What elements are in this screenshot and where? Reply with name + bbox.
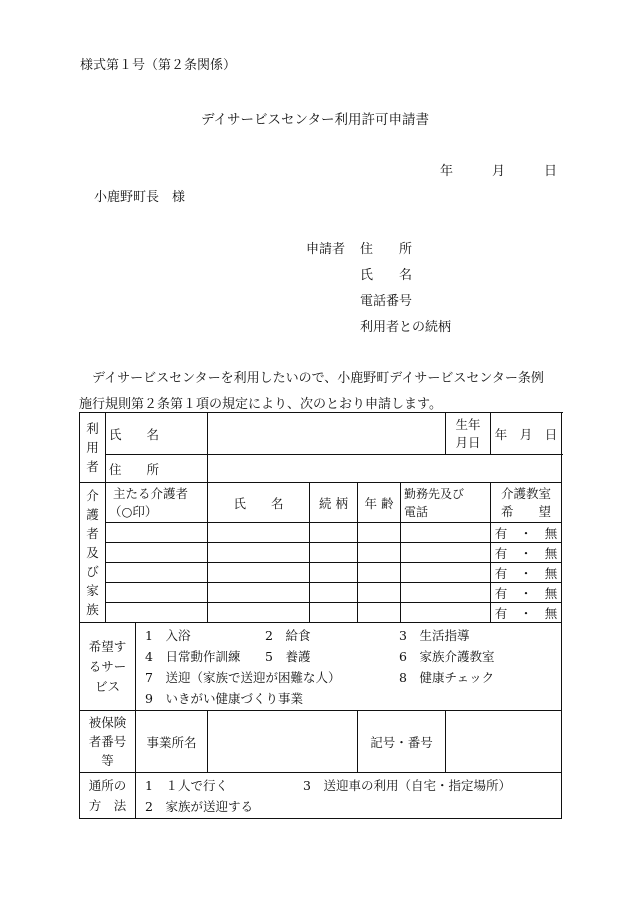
family-workplace-cell[interactable] (401, 543, 491, 563)
family-name-cell[interactable] (208, 603, 310, 623)
family-relation-cell[interactable] (310, 523, 358, 543)
symbol-number-label: 記号・番号 (358, 711, 446, 773)
family-age-cell[interactable] (358, 603, 401, 623)
care-class-header: 介護教室 希 望 (491, 483, 562, 523)
services-options (136, 623, 562, 711)
family-caregiver-cell[interactable] (106, 543, 208, 563)
family-row (80, 583, 562, 603)
user-birth-label: 生年 月日 (446, 413, 491, 455)
user-section-label: 利 用 者 (80, 413, 106, 483)
date-day-label: 日 (544, 164, 558, 179)
family-name-cell[interactable] (208, 563, 310, 583)
care-class-choice[interactable]: 有 ・ 無 (491, 523, 562, 543)
family-relation-cell[interactable] (310, 543, 358, 563)
document-title: デイサービスセンター利用許可申請書 (200, 112, 429, 128)
family-name-cell[interactable] (208, 523, 310, 543)
office-name-field[interactable] (208, 711, 358, 773)
family-workplace-header: 勤務先及び 電話 (401, 483, 491, 523)
care-class-choice[interactable]: 有 ・ 無 (491, 603, 562, 623)
family-relation-cell[interactable] (310, 583, 358, 603)
date-month-label: 月 (492, 164, 506, 179)
applicant-label: 申請者 (306, 242, 346, 257)
office-name-label: 事業所名 (136, 711, 208, 773)
family-relation-cell[interactable] (310, 563, 358, 583)
family-name-header: 氏 名 (208, 483, 310, 523)
care-class-choice[interactable]: 有 ・ 無 (491, 563, 562, 583)
family-name-cell[interactable] (208, 543, 310, 563)
commute-option[interactable]: 1 １人で行く (145, 778, 228, 793)
applicant-relation-field[interactable]: 利用者との続柄 (360, 320, 452, 335)
user-address-field[interactable] (208, 455, 562, 483)
commute-options (136, 773, 562, 819)
commute-option[interactable]: 3 送迎車の利用（自宅・指定場所） (303, 778, 511, 793)
family-age-cell[interactable] (358, 563, 401, 583)
date-line (440, 160, 557, 179)
family-workplace-cell[interactable] (401, 523, 491, 543)
addressee: 小鹿野町長 様 (94, 190, 186, 205)
service-option[interactable]: 8 健康チェック (399, 670, 495, 685)
service-option[interactable]: 7 送迎（家族で送迎が困難な人） (145, 670, 341, 685)
user-name-field[interactable] (208, 413, 446, 455)
family-row (80, 543, 562, 563)
family-workplace-cell[interactable] (401, 563, 491, 583)
commute-option[interactable]: 2 家族が送迎する (145, 799, 253, 814)
date-year-label: 年 (440, 164, 454, 179)
user-address-label: 住 所 (106, 455, 208, 483)
family-section-label: 介 護 者 及 び 家 族 (80, 483, 106, 623)
family-caregiver-cell[interactable] (106, 583, 208, 603)
applicant-phone-field[interactable]: 電話番号 (360, 294, 413, 309)
main-caregiver-header: 主たる介護者 （○印） (106, 483, 208, 523)
family-caregiver-cell[interactable] (106, 563, 208, 583)
commute-label: 通所の 方 法 (80, 773, 136, 819)
intro-text (79, 366, 561, 418)
intro-line: デイサービスセンターを利用したいので、小鹿野町デイサービスセンター条例 (92, 371, 544, 386)
service-option[interactable]: 6 家族介護教室 (399, 649, 495, 664)
symbol-number-field[interactable] (446, 711, 562, 773)
services-label: 希望す るサー ビス (80, 623, 136, 711)
family-workplace-cell[interactable] (401, 583, 491, 603)
family-row (80, 523, 562, 543)
care-class-choice[interactable]: 有 ・ 無 (491, 543, 562, 563)
family-age-cell[interactable] (358, 543, 401, 563)
service-option[interactable]: 4 日常動作訓練 (145, 649, 241, 664)
service-option[interactable]: 9 いきがい健康づくり事業 (145, 691, 303, 706)
service-option[interactable]: 3 生活指導 (399, 628, 470, 643)
applicant-name-field[interactable]: 氏 名 (360, 268, 413, 283)
form-number: 様式第１号（第２条関係） (80, 58, 237, 73)
intro-line: 施行規則第２条第１項の規定により、次のとおり申請します。 (79, 397, 442, 412)
family-workplace-cell[interactable] (401, 603, 491, 623)
family-relation-cell[interactable] (310, 603, 358, 623)
service-option[interactable]: 5 養護 (265, 649, 311, 664)
service-option[interactable]: 1 入浴 (145, 628, 191, 643)
family-row (80, 563, 562, 583)
applicant-address-field[interactable]: 住 所 (360, 242, 413, 257)
user-name-label: 氏 名 (106, 413, 208, 455)
family-age-header: 年 齢 (358, 483, 401, 523)
user-birth-field[interactable]: 年 月 日 (491, 413, 562, 455)
service-option[interactable]: 2 給食 (265, 628, 311, 643)
family-caregiver-cell[interactable] (106, 603, 208, 623)
family-name-cell[interactable] (208, 583, 310, 603)
application-table (79, 412, 562, 819)
family-age-cell[interactable] (358, 583, 401, 603)
family-age-cell[interactable] (358, 523, 401, 543)
family-relation-header: 続 柄 (310, 483, 358, 523)
insurance-label: 被保険 者番号 等 (80, 711, 136, 773)
family-caregiver-cell[interactable] (106, 523, 208, 543)
care-class-choice[interactable]: 有 ・ 無 (491, 583, 562, 603)
family-row (80, 603, 562, 623)
